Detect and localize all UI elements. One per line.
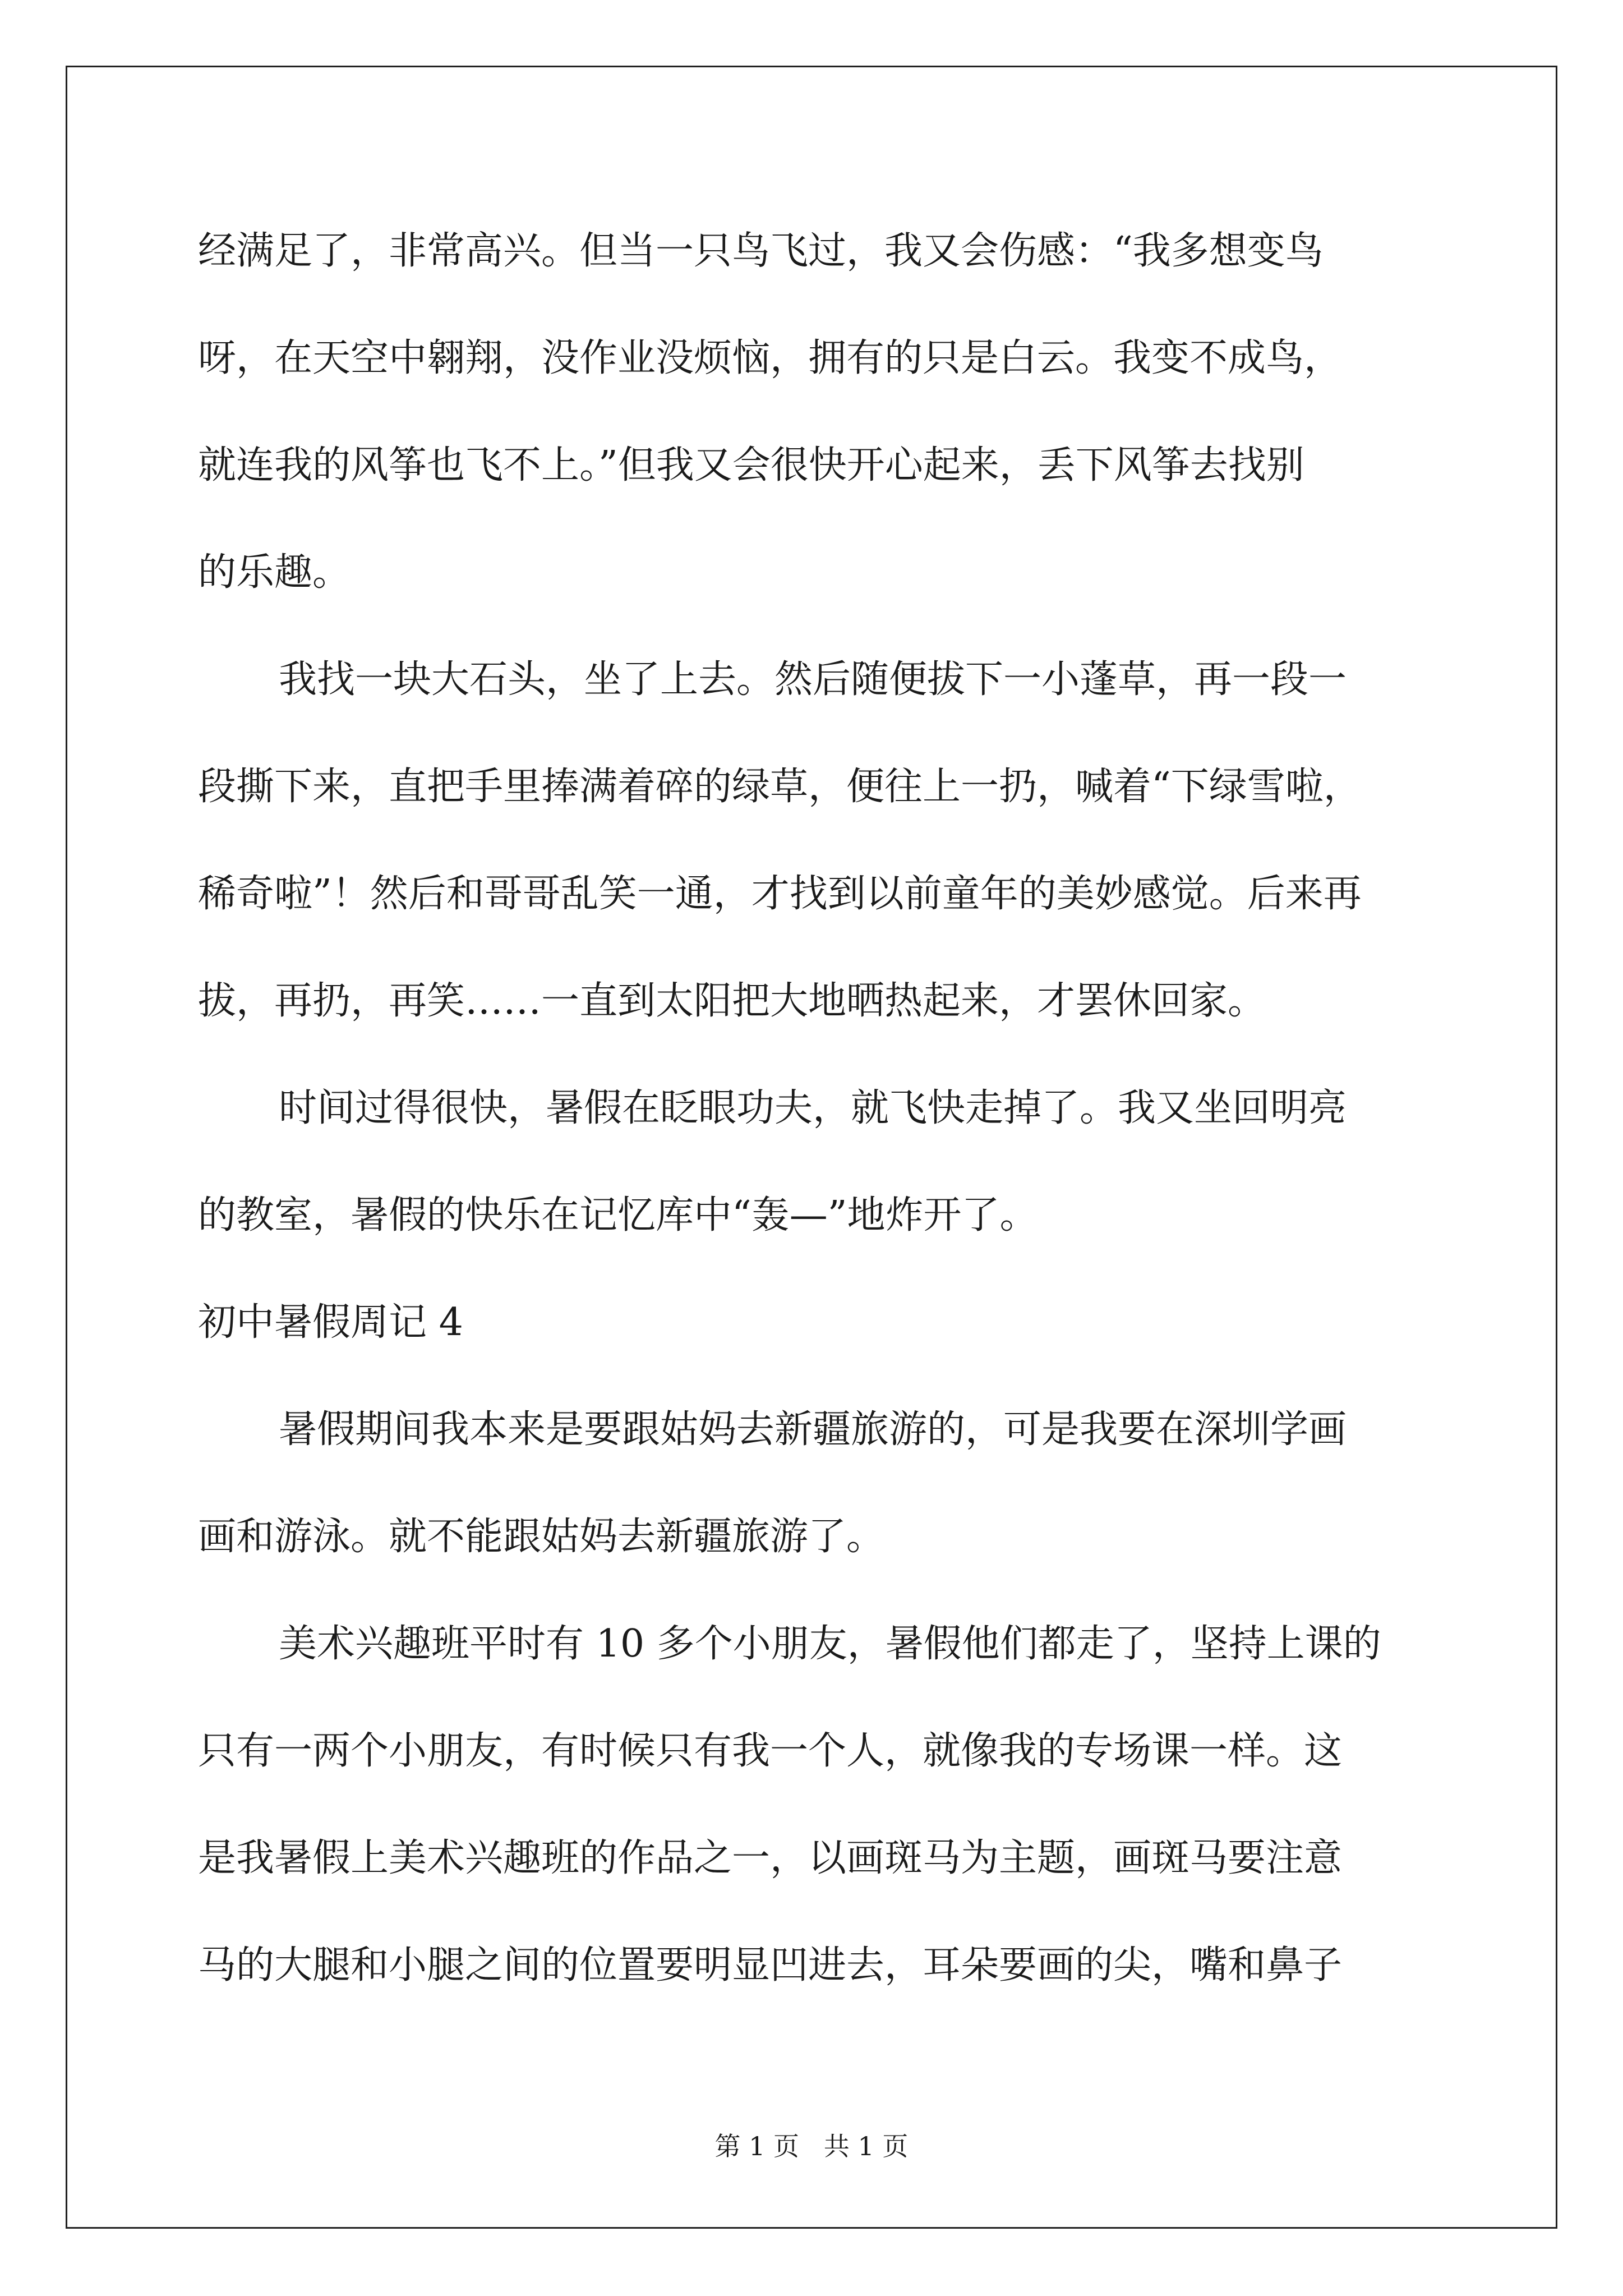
body-line-2: 呀，在天空中翱翔，没作业没烦恼，拥有的只是白云。我变不成鸟， [198, 336, 1343, 380]
body-line-1: 经满足了，非常高兴。但当一只鸟飞过，我又会伤感：“我多想变鸟 [198, 229, 1324, 273]
paragraph-start-line: 美术兴趣班平时有 10 多个小朋友，暑假他们都走了，坚持上课的 [279, 1622, 1381, 1666]
body-line-3: 就连我的风筝也飞不上。”但我又会很快开心起来，丢下风筝去找别 [198, 443, 1304, 487]
paragraph-start-line: 暑假期间我本来是要跟姑妈去新疆旅游的，可是我要在深圳学画 [279, 1407, 1347, 1452]
page-border [66, 66, 1557, 2229]
body-line-6: 段撕下来，直把手里捧满着碎的绿草，便往上一扔，喊着“下绿雪啦， [198, 765, 1362, 809]
body-line-4: 的乐趣。 [198, 550, 351, 595]
section-heading: 初中暑假周记 4 [198, 1300, 463, 1345]
body-line-7: 稀奇啦”！然后和哥哥乱笑一通，才找到以前童年的美妙感觉。后来再 [198, 872, 1362, 916]
body-line-15: 只有一两个小朋友，有时候只有我一个人，就像我的专场课一样。这 [198, 1729, 1343, 1773]
paragraph-start-line: 我找一块大石头，坐了上去。然后随便拔下一小蓬草，再一段一 [279, 657, 1347, 702]
page-footer: 第 1 页 共 1 页 [714, 2131, 909, 2161]
body-line-13: 画和游泳。就不能跟姑妈去新疆旅游了。 [198, 1515, 885, 1559]
body-line-8: 拔，再扔，再笑……一直到太阳把大地晒热起来，才罢休回家。 [198, 979, 1266, 1023]
body-line-10: 的教室，暑假的快乐在记忆库中“轰—”地炸开了。 [198, 1193, 1038, 1237]
paragraph-start-line: 时间过得很快，暑假在眨眼功夫，就飞快走掉了。我又坐回明亮 [279, 1086, 1347, 1130]
body-line-17: 马的大腿和小腿之间的位置要明显凹进去，耳朵要画的尖，嘴和鼻子 [198, 1943, 1343, 1987]
body-line-16: 是我暑假上美术兴趣班的作品之一，以画斑马为主题，画斑马要注意 [198, 1836, 1343, 1880]
